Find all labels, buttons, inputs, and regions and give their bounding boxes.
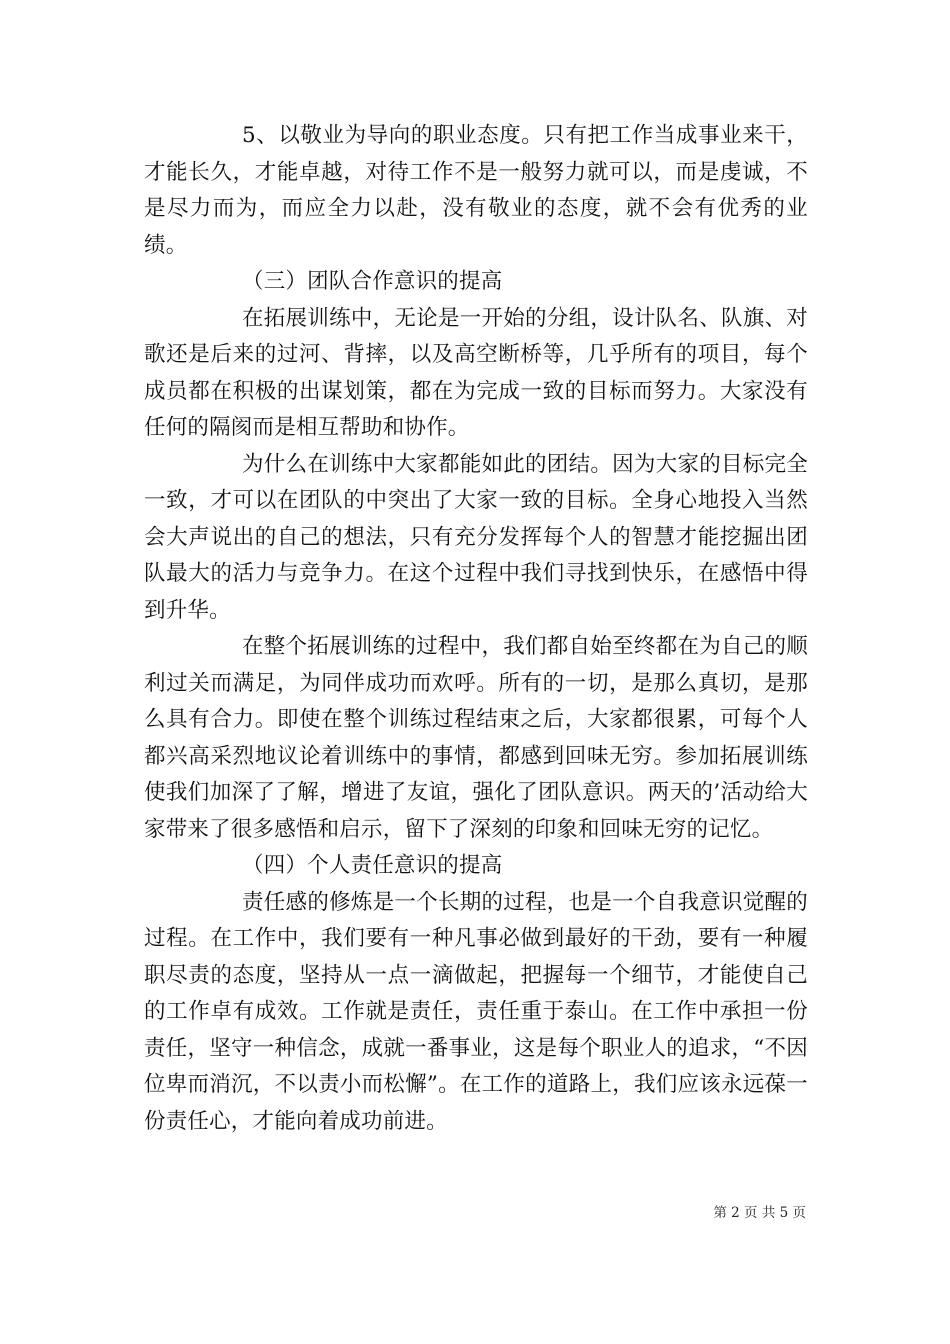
paragraph-training-experience: 在整个拓展训练的过程中，我们都自始至终都在为自己的顺利过关而满足，为同伴成功而欢呼。所有的一切，是那么真切，是那么具有合力。即使在整个训练过程结束之后，大家都很累，可每个人都兴高采烈地议论着训练中的事情，都感到回味无穷。参加拓展训练使我们加深了了解，增进了友谊，强化了团队意识。两天的’活动给大家带来了很多感悟和启示，留下了深刻的印象和回味无穷的记忆。 — [144, 634, 808, 842]
section-heading-responsibility: （四）个人责任意识的提高 — [242, 853, 503, 878]
page-number-footer: 第 2 页 共 5 页 — [713, 1205, 806, 1221]
document-body — [144, 118, 808, 1140]
paragraph-responsibility: 责任感的修炼是一个长期的过程，也是一个自我意识觉醒的过程。在工作中，我们要有一种凡事必做到最好的干劲，要有一种履职尽责的态度，坚持从一点一滴做起，把握每一个细节，才能使自己的工作卓有成效。工作就是责任，责任重于泰山。在工作中承担一份责任，坚守一种信念，成就一番事业，这是每个职业人的追求，“不因位卑而消沉，不以责小而松懈”。在工作的道路上，我们应该永远葆一份责任心，才能向着成功前进。 — [144, 889, 808, 1134]
section-heading-teamwork: （三）团队合作意识的提高 — [242, 269, 503, 294]
paragraph-team-unity: 为什么在训练中大家都能如此的团结。因为大家的目标完全一致，才可以在团队的中突出了大家一致的目标。全身心地投入当然会大声说出的自己的想法，只有充分发挥每个人的智慧才能挖掘出团队最大的活力与竞争力。在这个过程中我们寻找到快乐，在感悟中得到升华。 — [144, 451, 808, 623]
paragraph-professional-attitude: 5、以敬业为导向的职业态度。只有把工作当成事业来干，才能长久，才能卓越，对待工作不是一般努力就可以，而是虔诚，不是尽力而为，而应全力以赴，没有敬业的态度，就不会有优秀的业绩。 — [144, 123, 808, 258]
paragraph-training-activities: 在拓展训练中，无论是一开始的分组，设计队名、队旗、对歌还是后来的过河、背摔，以及高空断桥等，几乎所有的项目，每个成员都在积极的出谋划策，都在为完成一致的目标而努力。大家没有任何的隔阂而是相互帮助和协作。 — [144, 305, 808, 440]
